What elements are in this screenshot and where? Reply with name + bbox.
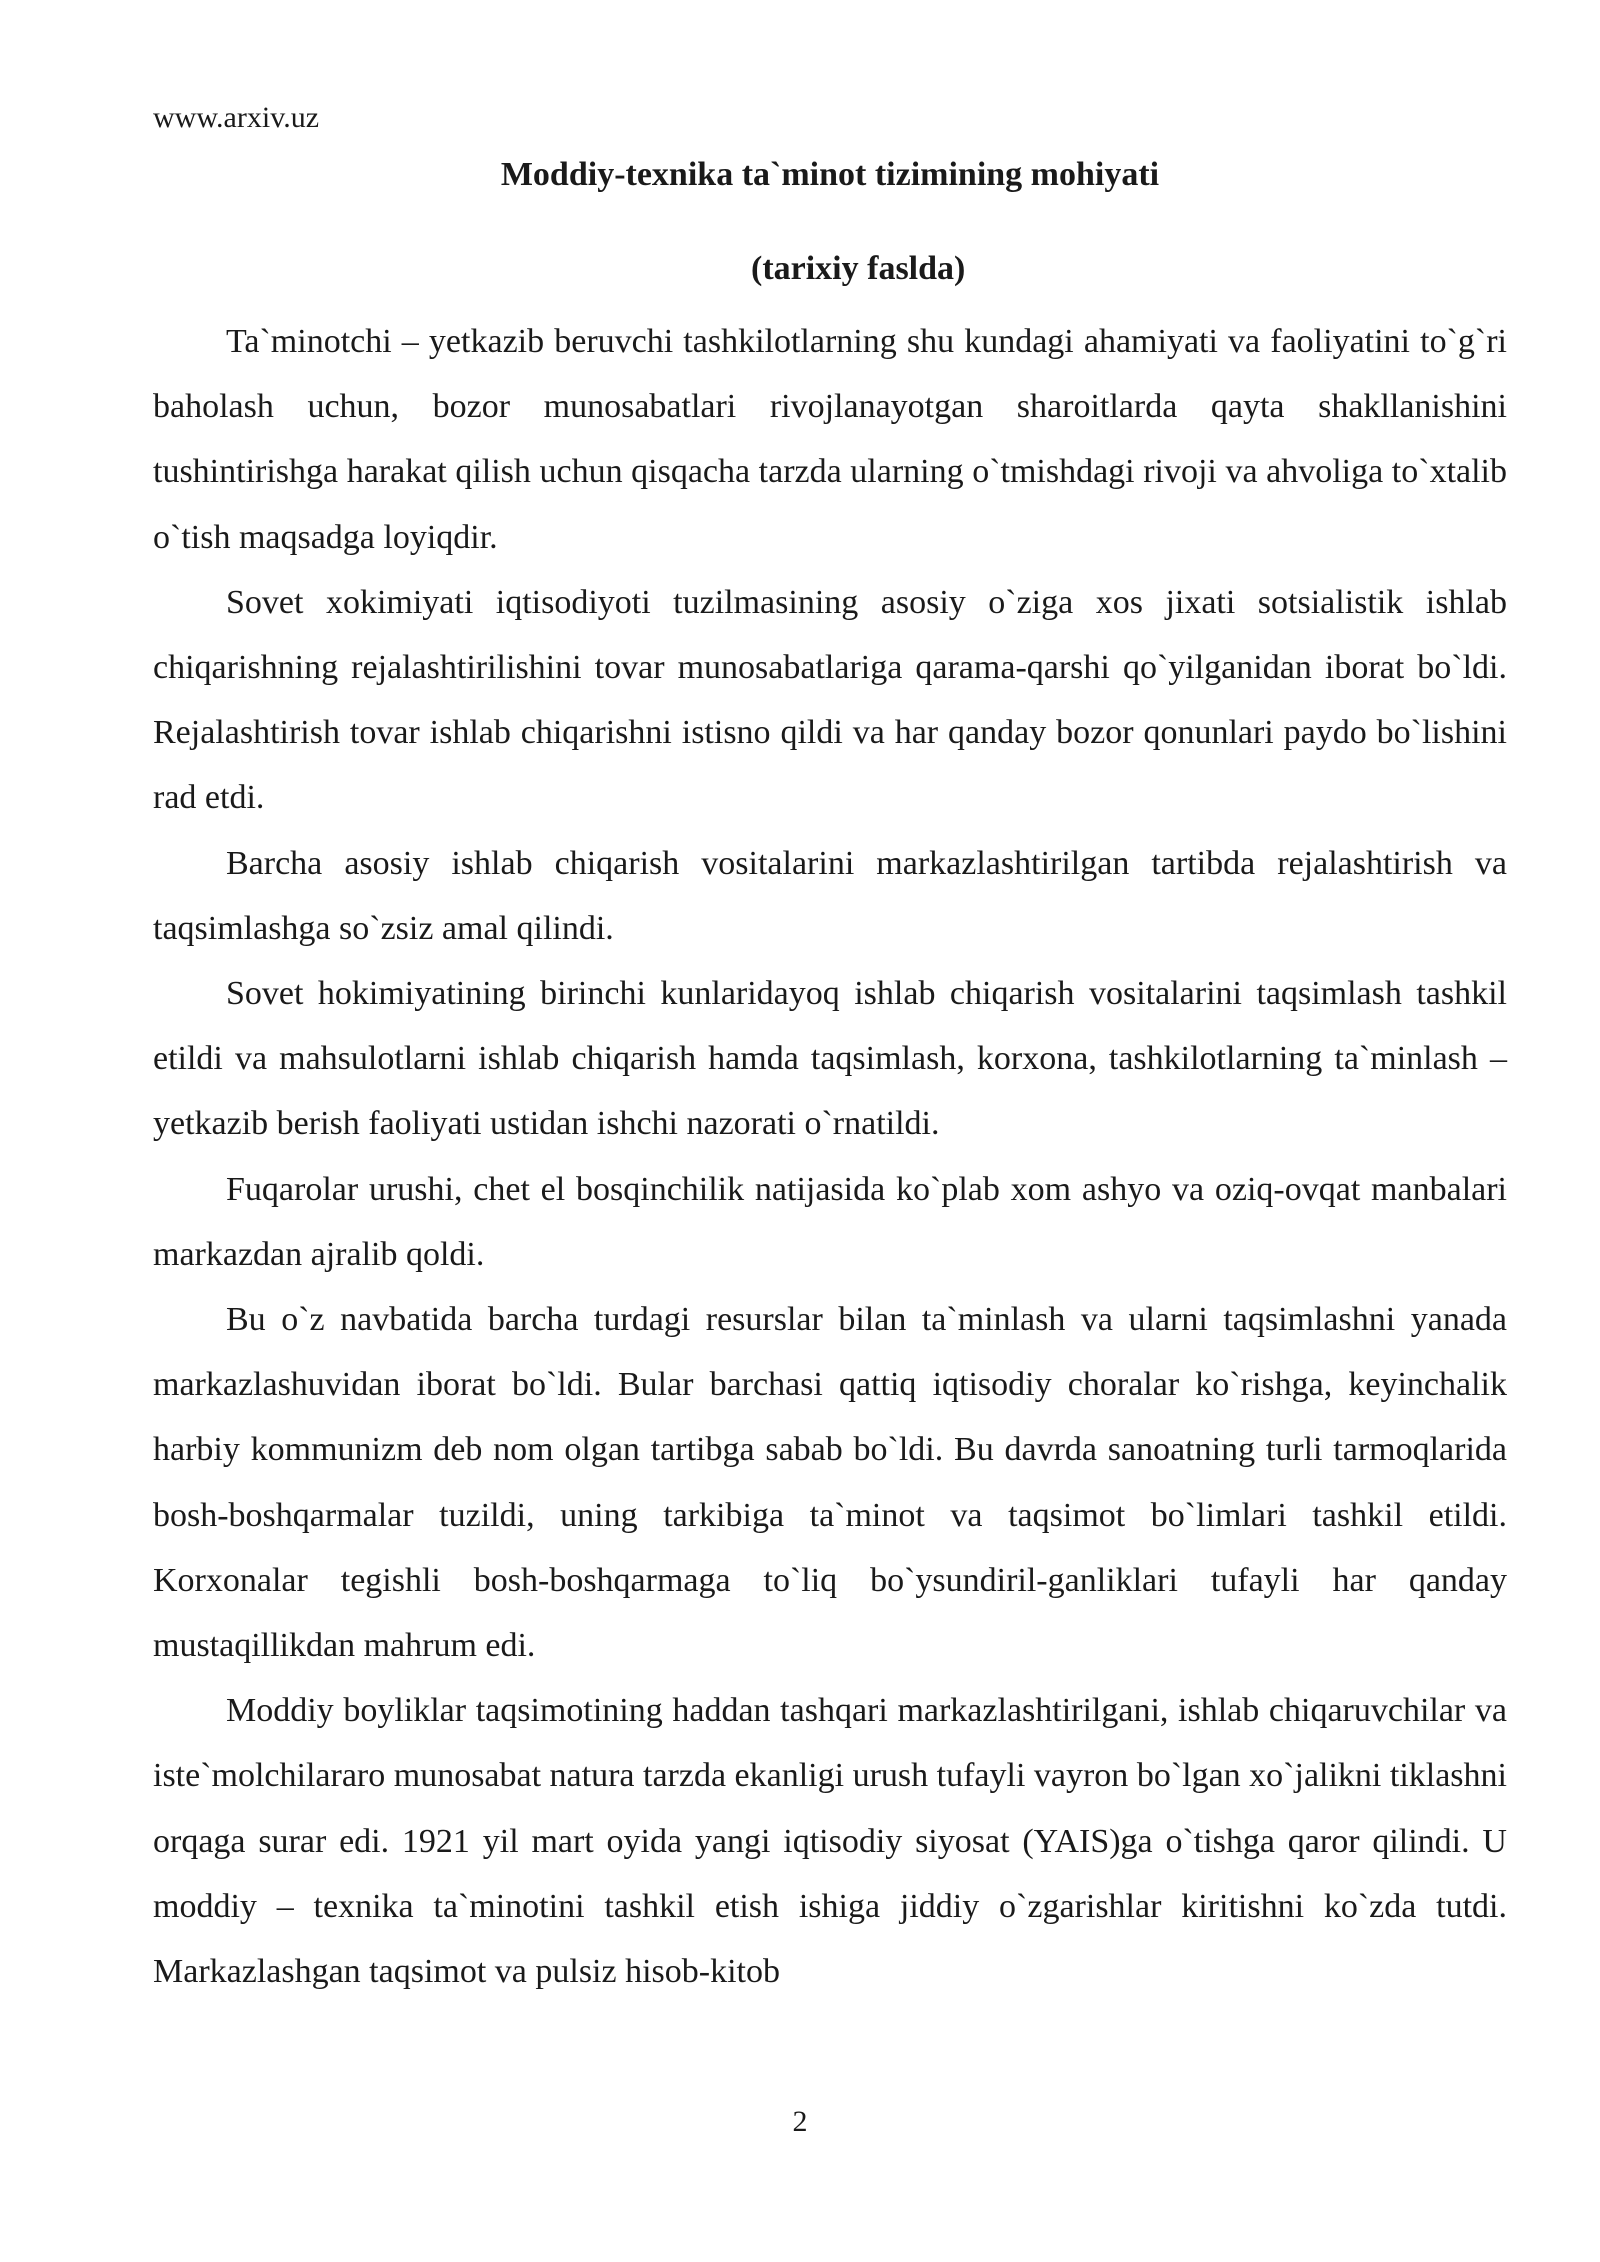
paragraph: Fuqarolar urushi, chet el bosqinchilik natijasida ko`plab xom ashyo va oziq-ovqat manbalari markazdan ajralib qoldi.: [153, 1170, 1507, 1273]
paragraph: Sovet hokimiyatining birinchi kunlaridayoq ishlab chiqarish vositalarini taqsimlash tashkil etildi va mahsulotlarni ishlab chiqarish hamda taqsimlash, korxona, tashkilotlarning ta`minlash – yetkazib berish faoliyati ustidan ishchi nazorati o`rnatildi.: [153, 975, 1507, 1143]
document-title: Moddiy-texnika ta`minot tizimining mohiyati: [500, 156, 1160, 193]
document-body: [153, 309, 1507, 2004]
paragraph: Ta`minotchi – yetkazib beruvchi tashkilotlarning shu kundagi ahamiyati va faoliyatini to`g`ri baholash uchun, bozor munosabatlari rivojlanayotgan sharoitlarda qayta shakllanishini tushintirishga harakat qilish uchun qisqacha tarzda ularning o`tmishdagi rivoji va ahvoliga to`xtalib o`tish maqsadga loyiqdir.: [153, 323, 1507, 556]
document-subtitle: (tarixiy faslda): [751, 250, 966, 287]
header-url: www.arxiv.uz: [153, 101, 320, 134]
paragraph: Sovet xokimiyati iqtisodiyoti tuzilmasining asosiy o`ziga xos jixati sotsialistik ishlab chiqarishning rejalashtirilishini tovar munosabatlariga qarama-qarshi qo`yilganidan iborat bo`ldi. Rejalashtirish tovar ishlab chiqarishni istisno qildi va har qanday bozor qonunlari paydo bo`lishini rad etdi.: [153, 583, 1507, 817]
paragraph: Moddiy boyliklar taqsimotining haddan tashqari markazlashtirilgani, ishlab chiqaruvchilar va iste`molchilararo munosabat natura tarzda ekanligi urush tufayli vayron bo`lgan xo`jalikni tiklashni orqaga surar edi. 1921 yil mart oyida yangi iqtisodiy siyosat (YAIS)ga o`tishga qaror qilindi. U moddiy – texnika ta`minotini tashkil etish ishiga jiddiy o`zgarishlar kiritishni ko`zda tutdi. Markazlashgan taqsimot va pulsiz hisob-kitob: [153, 1692, 1507, 1991]
paragraph: Barcha asosiy ishlab chiqarish vositalarini markazlashtirilgan tartibda rejalashtirish va taqsimlashga so`zsiz amal qilindi.: [153, 844, 1507, 947]
page-number: 2: [792, 2105, 808, 2138]
paragraph: Bu o`z navbatida barcha turdagi resurslar bilan ta`minlash va ularni taqsimlashni yanada markazlashuvidan iborat bo`ldi. Bular barchasi qattiq iqtisodiy choralar ko`rishga, keyinchalik harbiy kommunizm deb nom olgan tartibga sabab bo`ldi. Bu davrda sanoatning turli tarmoqlarida bosh-boshqarmalar tuzildi, uning tarkibiga ta`minot va taqsimot bo`limlari tashkil etildi. Korxonalar tegishli bosh-boshqarmaga to`liq bo`ysundiril-ganliklari tufayli har qanday mustaqillikdan mahrum edi.: [153, 1301, 1507, 1665]
